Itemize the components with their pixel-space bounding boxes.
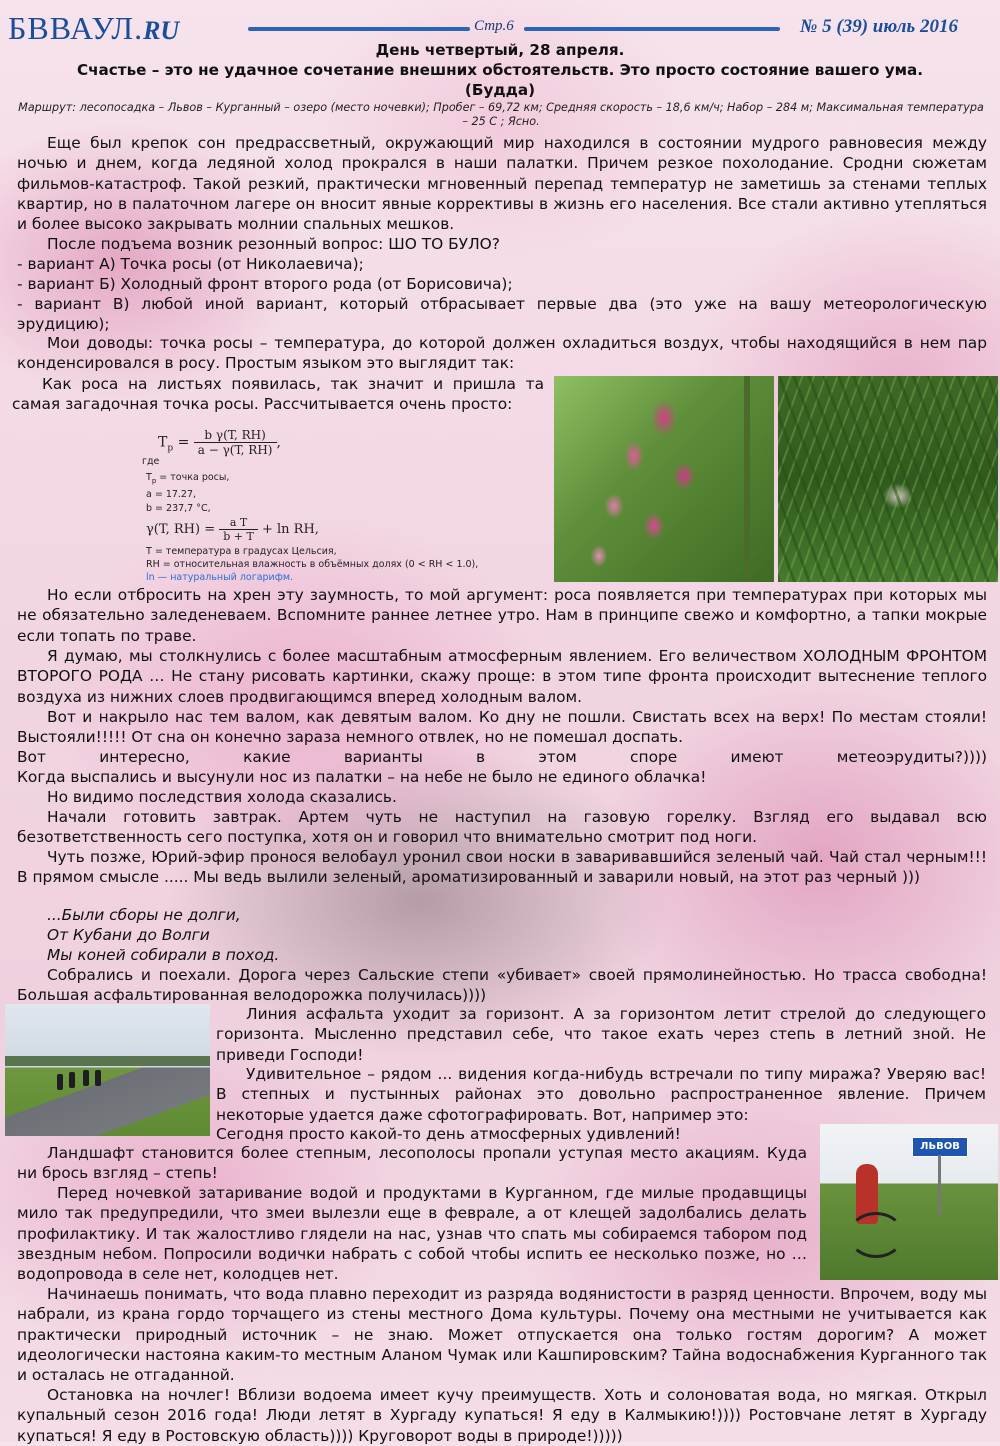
paragraph-wave: Вот и накрыло нас тем валом, как девятым валом. Ко дну не пошли. Свистать всех на верх! По местам стояли! Выстояли!!!!! От сна он конечно зараза немного отвлек, но не помешал доспать. <box>17 708 987 747</box>
logo-ru-text: RU <box>143 16 180 45</box>
article-title: День четвертый, 28 апреля. <box>375 41 625 59</box>
paragraph-2: После подъема возник резонный вопрос: ШО ТО БУЛО? <box>47 235 500 253</box>
paragraph-kurgannyi: Перед ночевкой затаривание водой и продуктами в Курганном, где милые продавщицы мило так предупредили, что змеи вылезли еще в феврале, а от клещей задолбались делать профилактику. И так жалостливо глядели на нас, узнав что спать мы собираемся табором под звездным небом. Попросили водички набрать с собой чтобы испить ее несколько позже, но … водопровода в селе нет, колодцев нет. <box>17 1184 807 1284</box>
paragraph-cold-front: Я думаю, мы столкнулись с более масштабным атмосферным явлением. Его величеством ХОЛОДНЫМ ФРОНТОМ ВТОРОГО РОДА … Не стану рисовать картинки, скажу проще: в этом типе фронта происходит вытеснение теплого воздуха из нижних слоев продвигающимся вперед холодным валом. <box>17 647 987 706</box>
formula-def-b: b = 237,7 °C, <box>146 503 211 514</box>
sign-post <box>938 1155 941 1215</box>
formula-numerator: b γ(T, RH) <box>194 428 277 443</box>
formula-lhs-sub: p <box>167 443 174 454</box>
formula-gamma-tail: + ln RH, <box>261 522 319 537</box>
paragraph-breakfast: Начали готовить завтрак. Артем чуть не наступил на газовую горелку. Взгляд его выдавал всю безответственность сего поступка, хотя он и говорил что внимательно смотрит под ноги. <box>17 808 987 847</box>
paragraph-mirage: Удивительное – рядом ... видения когда-нибудь встречали по типу миража? Уверяю вас! В степных и пустынных районах это довольно распространенное явление. Причем некоторые удается даже сфотографировать. Вот, например это: <box>216 1065 986 1124</box>
formula-def-ln: ln — натуральный логарифм. <box>146 572 294 583</box>
flower-stem <box>744 376 750 582</box>
cyclist <box>83 1070 89 1086</box>
paragraph-1: Еще был крепок сон предрассветный, окружающий мир находился в состоянии мудрого равновесия между ночью и днем, когда ледяной холод прокрался в наши палатки. Причем резкое похолодание. Сродни сюжетам фильмов-катастроф. Такой резкий, практически мгновенный перепад температур не заметишь за стенами теплых квартир, но в палаточном лагере он вносит явные коррективы в жизнь его населения. Все стали активно утепляться и более высоко закрывать молнии спальных мешков. <box>17 134 987 234</box>
paragraph-camp: Остановка на ночлег! Вблизи водоема имеет кучу преимуществ. Хоть и солоноватая вода, но мягкая. Открыл купальный сезон 2016 года! Люди летят в Хургаду купаться! Я еду в Калмыкию!)))) Ростовчане летят в Хургаду купаться! Я еду в Ростовскую область)))) Круговорот воды в природе!))))) <box>17 1386 987 1445</box>
cyclist <box>69 1072 75 1088</box>
cyclist <box>95 1070 101 1086</box>
article-epigraph-author: (Будда) <box>464 81 536 99</box>
route-summary: Маршрут: лесопосадка – Львов – Курганный – озеро (место ночевки); Пробег – 69,72 км; Средняя скорость – 18,6 км/ч; Набор – 284 м; Максимальная температура – 25 С ; Ясно. <box>18 101 984 128</box>
paragraph-argument: Но если отбросить на хрен эту заумность, то мой аргумент: роса появляется при температурах при которых мы не обязательно заледеневаем. Вспомните раннее летнее утро. Нам в принципе свежо и комфортно, а тапки мокрые если топать по траве. <box>17 586 987 645</box>
formula-gamma-den: b + T <box>223 530 254 543</box>
paragraph-tea: Чуть позже, Юрий-эфир пронося велобаул уронил свои носки в заваривавшийся зеленый чай. Чай стал черным!!! В прямом смысле ..... Мы ведь вылили зеленый, ароматизированный и заварили новый, на этот раз черный ))) <box>17 848 987 887</box>
photo-treeline <box>5 1056 210 1066</box>
variant-b: - вариант Б) Холодный фронт второго рода (от Борисовича); <box>17 275 513 293</box>
formula-lhs: T <box>158 434 168 451</box>
formula-denominator: a − γ(T, RH) <box>197 443 273 457</box>
formula-def-T: T = температура в градусах Цельсия, <box>146 546 337 557</box>
photo-lvov-sign <box>820 1124 998 1280</box>
formula-gamma-lhs: γ(T, RH) = <box>146 522 216 537</box>
issue-number: № 5 (39) июль 2016 <box>800 16 958 37</box>
bicycle <box>848 1212 904 1258</box>
formula-where: где <box>142 456 160 467</box>
header-rule-right <box>524 27 780 31</box>
poem-line-2: От Кубани до Волги <box>47 926 210 944</box>
paragraph-departure: Собрались и поехали. Дорога через Сальские степи «убивает» своей прямолинейностью. Но трасса свободна! Большая асфальтированная велодорожка получилась)))) <box>17 966 987 1005</box>
article-epigraph: Счастье – это не удачное сочетание внешних обстоятельств. Это просто состояние вашего ума. <box>76 61 924 79</box>
paragraph-landscape: Ландшафт становится более степным, лесополосы пропали уступая место акациям. Куда ни брось взгляд – степь! <box>17 1144 807 1183</box>
village-sign: ЛЬВОВ <box>912 1137 968 1157</box>
paragraph-no-clouds: Когда выспались и высунули нос из палатки – на небе не было не единого облачка! <box>17 768 707 786</box>
paragraph-horizon: Линия асфальта уходит за горизонт. А за горизонтом летит стрелой до следующего горизонта. Мысленно представил себе, что такое ехать через степь в летний зной. Не приведи Господи! <box>216 1005 986 1064</box>
paragraph-surprises: Сегодня просто какой-то день атмосферных удивлений! <box>216 1125 681 1143</box>
header-rule-left <box>248 27 470 31</box>
variant-c: - вариант В) любой иной вариант, который отбрасывает первые два (это уже на вашу метеорологическую эрудицию); <box>17 295 987 334</box>
formula-def-a: a = 17.27, <box>146 489 197 500</box>
photo-road-cyclists <box>5 1004 210 1136</box>
paragraph-dew-definition: Мои доводы: точка росы – температура, до которой должен охладиться воздух, чтобы находящийся в нем пар конденсировался в росу. Простым языком это выглядит так: <box>17 334 987 373</box>
page-number: Стр.6 <box>474 18 514 34</box>
poem-line-1: ...Были сборы не долги, <box>47 906 241 924</box>
poem-line-3: Мы коней собирали в поход. <box>47 946 280 964</box>
formula-def-tp: = точка росы, <box>159 472 230 483</box>
paragraph-water: Начинаешь понимать, что вода плавно переходит из разряда водянистости в разряд ценности. Впрочем, воду мы набрали, из крана гордо торчащего из стены местного Дома культуры. Почему она местными не учитывается как практически природный источник – не знаю. Может отпускается она только гостям дорогим? А может идеологически настояна каким-то местным Аланом Чумак или Кашпировским? Тайна водоснабжения Курганного так и осталась не отгаданной. <box>17 1285 987 1385</box>
paragraph-dew-leaves: Как роса на листьях появилась, так значит и пришла та самая загадочная точка росы. Рассчитывается очень просто: <box>12 375 544 414</box>
paragraph-meteo-question: Вот интересно, какие варианты в этом споре имеют метеоэрудиты?)))) <box>17 748 987 766</box>
paragraph-consequences: Но видимо последствия холода сказались. <box>47 788 397 806</box>
photo-pink-flower <box>554 376 774 582</box>
formula-def-RH: RH = относительная влажность в объёмных долях (0 < RH < 1.0), <box>146 559 479 570</box>
variant-a: - вариант А) Точка росы (от Николаевича); <box>17 255 364 273</box>
photo-grass-seedhead <box>778 376 998 582</box>
cyclist <box>57 1074 63 1090</box>
dew-point-formula: $T_p$ = $\frac{\text{b γ(T, RH)}}{a - \gamma(T, RH)}$ , где $T_p$ = точка росы, a = 17.27, b = 237,7 °C, γ(T, RH) = $\frac{\text{a T}}{b + T}$ + ln RH, T = температура в градусах Цельсия, RH = относительная влажность в объёмных долях (0 < RH < 1.0), ln — натуральный логарифм. <box>142 428 479 583</box>
formula-gamma-num: a T <box>219 516 258 530</box>
logo-main-text: БВВАУЛ. <box>8 10 144 46</box>
